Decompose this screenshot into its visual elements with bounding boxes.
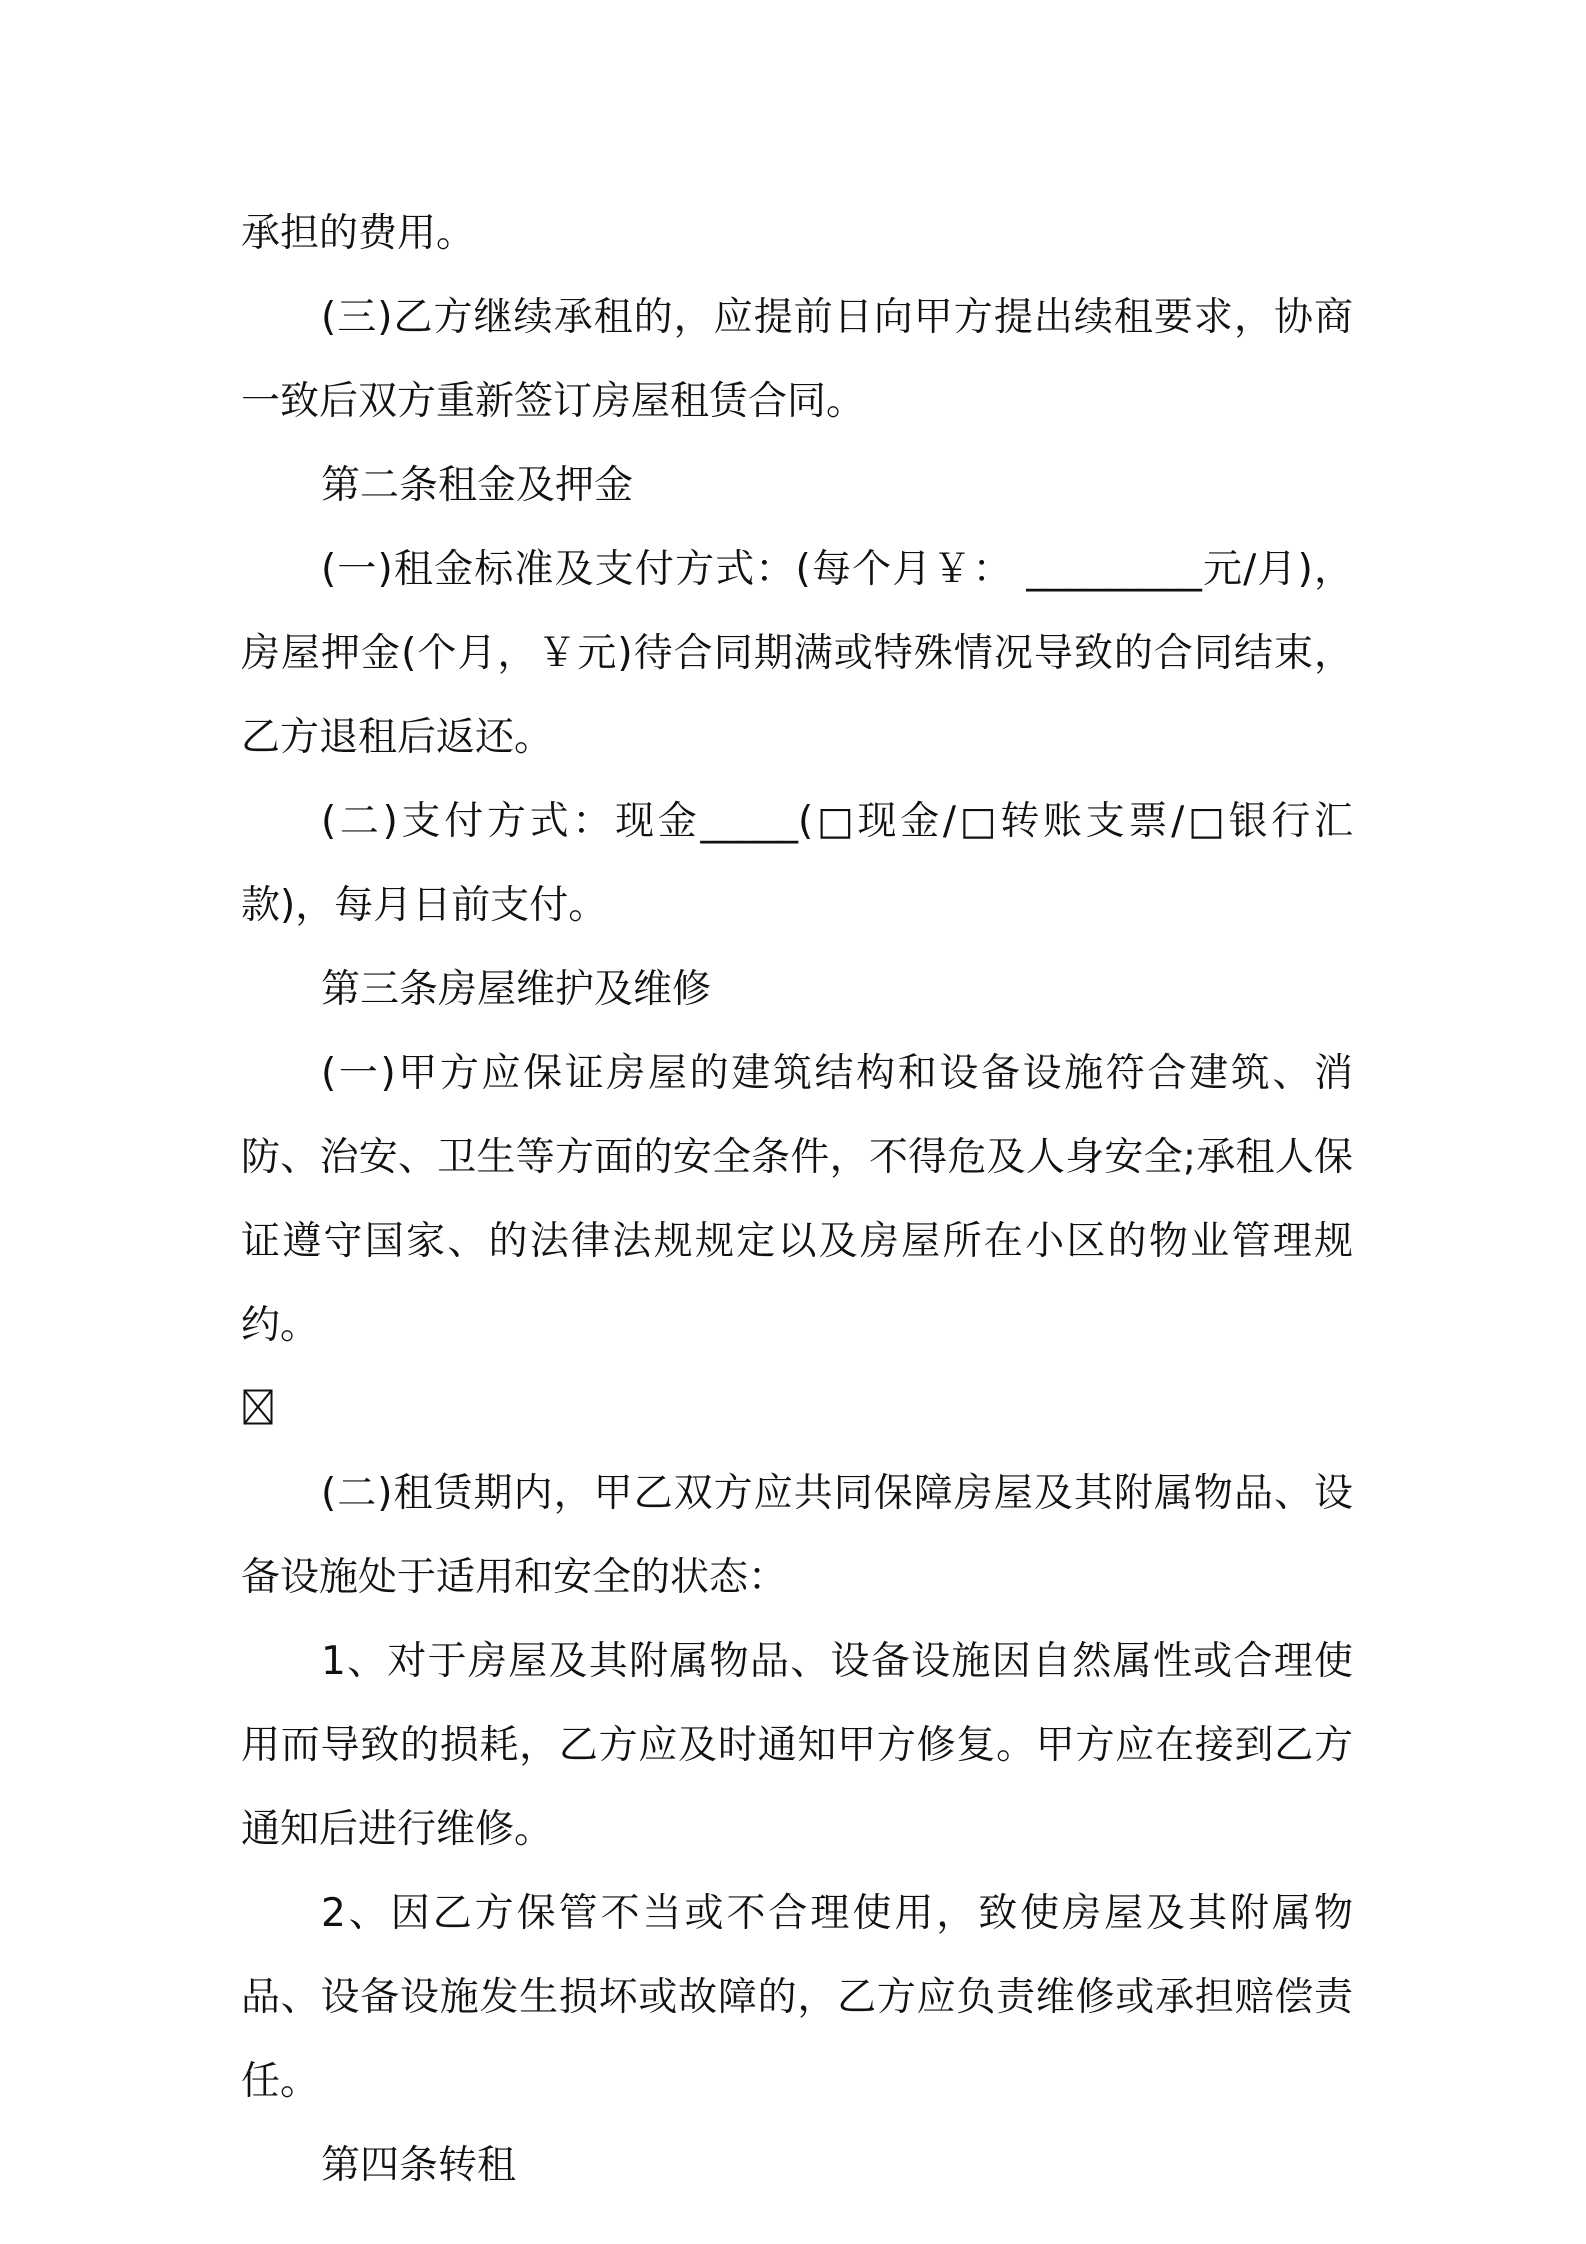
- paragraph-item-2: 2、因乙方保管不当或不合理使用，致使房屋及其附属物品、设备设施发生损坏或故障的，乙方应负责维修或承担赔偿责任。: [241, 1891, 1353, 2104]
- paragraph-payment-method: (二)支付方式：现金_____(□现金/□转账支票/□银行汇款)，每月日前支付。: [241, 799, 1353, 928]
- article-4-heading: 第四条转租: [321, 2143, 517, 2188]
- symbol-line: [241, 1368, 1353, 1452]
- paragraph-renewal: (三)乙方继续承租的，应提前日向甲方提出续租要求，协商一致后双方重新签订房屋租赁合同。: [241, 295, 1353, 424]
- paragraph-item-1: 1、对于房屋及其附属物品、设备设施因自然属性或合理使用而导致的损耗，乙方应及时通知甲方修复。甲方应在接到乙方通知后进行维修。: [241, 1639, 1353, 1852]
- article-2-heading: 第二条租金及押金: [321, 463, 634, 508]
- article-3-heading: 第三条房屋维护及维修: [321, 967, 712, 1012]
- paragraph-continuation: 承担的费用。: [241, 211, 476, 256]
- paragraph-joint-maintenance: (二)租赁期内，甲乙双方应共同保障房屋及其附属物品、设备设施处于适用和安全的状态：: [241, 1471, 1353, 1600]
- paragraph-safety-obligations: (一)甲方应保证房屋的建筑结构和设备设施符合建筑、消防、治安、卫生等方面的安全条件，不得危及人身安全;承租人保证遵守国家、的法律法规规定以及房屋所在小区的物业管理规约。: [241, 1051, 1353, 1348]
- crossed-box-icon: [243, 1389, 273, 1425]
- document-body: [241, 192, 1353, 2208]
- paragraph-rent-standard: (一)租金标准及支付方式：(每个月￥： _________元/月)，房屋押金(个月，￥元)待合同期满或特殊情况导致的合同结束，乙方退租后返还。: [241, 547, 1353, 760]
